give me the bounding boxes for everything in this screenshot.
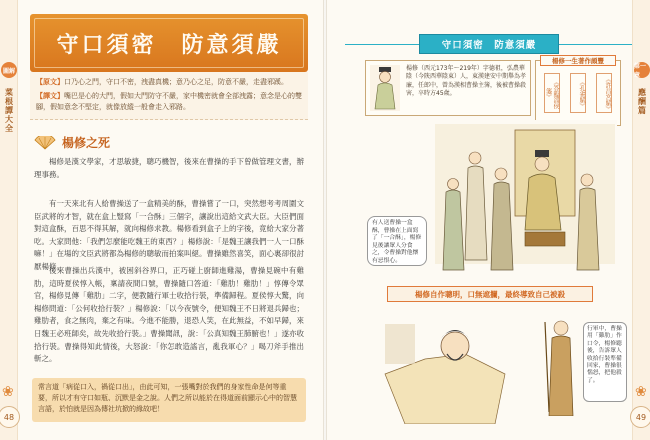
book-title-vertical: 菜根譚大全 [5,88,13,133]
works-box [535,57,621,126]
chapter-badge: 第一章 [634,62,650,78]
original-line [36,77,302,88]
portrait-illustration [370,65,400,111]
right-banner [419,34,559,54]
scene-caption-text: 楊修自作聰明，口無遮攔，最終導致自己被殺 [415,289,565,299]
original-tag: 【原文】 [36,78,64,86]
biography-text: 楊修（西元173年～219年）字德祖，弘農華陰（今陝西華陰東）人，東漢建安中期舉為孝廉，任郎中，曾為漢相曹操主簿，後被曹操殺害，卒時方45歲。 [406,65,527,97]
right-banner-title: 守口須密 防意須嚴 [441,40,537,51]
page-number: 49 [630,406,650,428]
translation-line [36,91,302,113]
swirl-ornament-icon: ❀ [2,384,14,400]
soldier-illustration [539,312,583,416]
swirl-ornament-icon: ❀ [635,384,647,400]
title-banner [30,14,308,72]
page-title: 守口須密 防意須嚴 [56,31,282,58]
note-text: 常言道「病從口入，禍從口出」，由此可知，一張嘴對於我們的身家性命是何等重要，所以才有守口如瓶、沉默是金之說。人們之所以能於在得道面前顯示心中的智慧言語，於怕就是因為傳社坑掀的緣故吧！ [38,383,297,413]
side-badge: 圖解 [1,62,17,78]
scene-caption [387,286,593,302]
speech-bubble-2: 行軍中，曹操用「雞肋」作口令，楊修聽後，告訴眾人收拾行裝準備回家，曹操很惱怒，把他殺了。 [583,322,627,402]
page-number: 48 [0,406,20,428]
biography-box [365,60,531,116]
original-text: 口乃心之門，守口不密，洩盡真機；意乃心之足，防意不嚴，走盡邪蹊。 [64,78,288,86]
paragraph-2: 有一天來北有人給曹操送了一盒精美的酥，曹操嘗了一口，突然想考考周圍文臣武將的才智，就在盒上豎寫「一合酥」三個字，讓說出這給文武大臣。大臣們面對這盒酥，百思不得其解，就向楊修求教。楊修看到盒子上的字後，竟給大家分著吃。大家問他：「我們怎麼能吃魏王的東西？」楊修說：「是魏王讓我們一人一口酥嘛！」在場的文臣武將都為楊修的聰敏而拍案叫絕。曹操雖然喜笑，面心裏卻很討厭楊修。 [34,199,304,271]
works-title: 楊修一生著作頗豐 [540,55,616,66]
left-side-band [0,0,18,440]
work-item: 《許昌宮賦》 [596,73,612,113]
translation-tag: 【譯文】 [36,92,64,100]
right-page [327,0,650,440]
right-side-band [632,0,650,440]
chapter-title-vertical: 應酬篇 [638,88,646,115]
paragraph-1: 楊修是漢文學家，才思敏捷，聰巧機智，後來在曹操的手下曾做管理文書，辦理事務。 [34,157,304,179]
translation-text: 嘴巴是心的大門，假如大門防守不嚴，家中機密就會全部洩露；意念是心的雙腳，假如意念不堅定，就像放縱一般會走入邪路。 [36,92,302,111]
speech-bubble-1: 有人送曹操一盒酥，曹操在上面寫了「一合酥」，楊修見後讓眾人分食之，令曹操對他懷有忌恨心。 [367,216,427,266]
work-item: 《答臨淄侯箋》 [544,73,560,113]
left-page [0,0,323,440]
general-scene-illustration [365,304,535,424]
fan-icon [34,136,56,150]
note-box [32,378,306,422]
section-heading [34,134,110,151]
paragraph-3: 後來曹操出兵漢中，被困斜谷界口，正巧碰上廚師進雞湯，曹操見碗中有雞肋，這時夏侯惇入帳，稟請夜間口號，曹操隨口答道：「雞肋！雞肋！」惇傳令眾官，楊修見傳「雞肋」二字，便教隨行軍士收拾行裝，準備歸程。夏侯惇大驚，向楊修問道：「公何收拾行裝？」楊修說：「以今夜號令，便知魏王不日將退兵歸也；雞肋者，食之無肉，棄之有味。今進不能勝，退恐人笑，在此無益，不如早歸，來日魏王必班師矣，故先收拾行裝。」曹操聞訊，說：「公真知魏王肺腑也！」遂亦收拾行裝。曹操得知此情後，大怒說：「你怎敢造謠言，亂我軍心？」喝刀斧手推出斬之。 [34,266,304,364]
work-item: 《孔雀賦》 [570,73,586,113]
section-title: 楊修之死 [62,136,111,150]
original-text-box [30,72,308,120]
